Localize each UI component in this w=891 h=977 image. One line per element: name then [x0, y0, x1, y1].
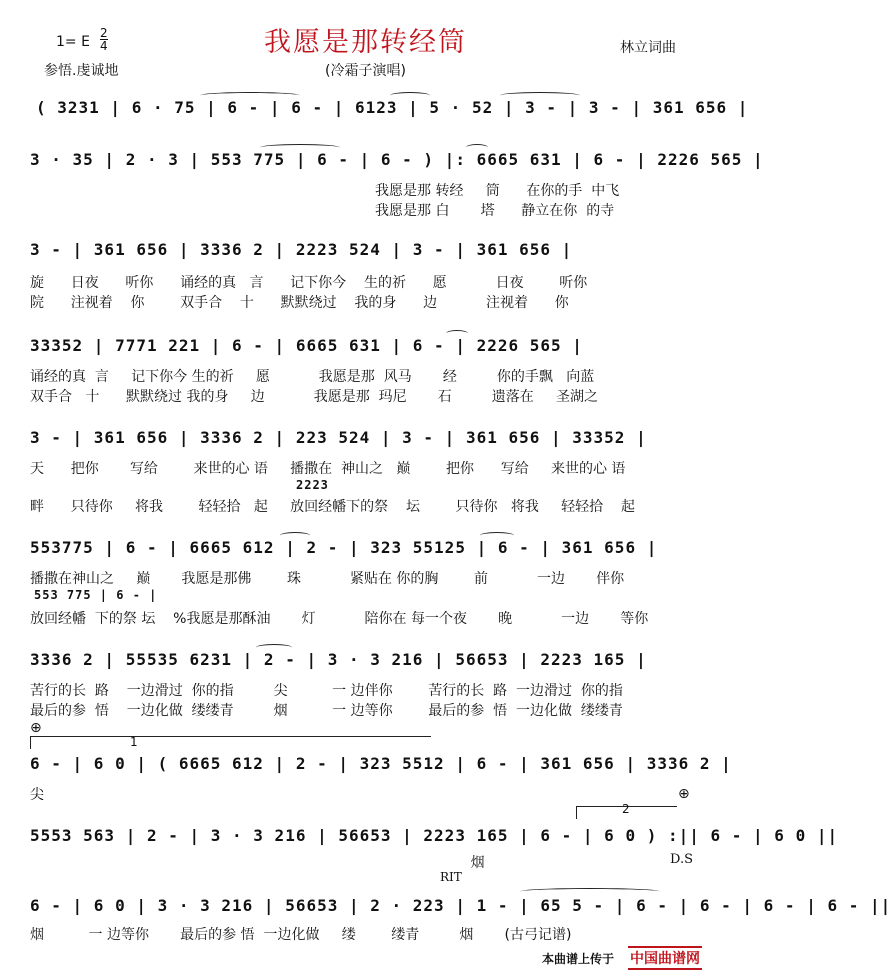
slur	[200, 92, 300, 99]
time-signature	[100, 27, 108, 52]
page-title: 我愿是那转经筒	[264, 27, 467, 58]
time-top: 2	[100, 26, 108, 40]
performer: (冷霜子演唱)	[325, 63, 406, 79]
coda-sign-icon: ⊕	[30, 720, 42, 736]
alt-notes: 2223	[296, 478, 329, 492]
score-row-2: 3 · 35 | 2 · 3 | 553 775 | 6 - | 6 - ) |: 6665 631 | 6 - | 2226 565 |	[30, 150, 764, 169]
ritardando-mark: RIT	[440, 870, 462, 884]
score-row-9: 5553 563 | 2 - | 3 · 3 216 | 56653 | 2223 165 | 6 - | 6 0 ) :|| 6 - | 6 0 ||	[30, 826, 839, 845]
lyric-row-2-verse-1: 我愿是那 转经 筒 在你的手 中飞	[375, 183, 620, 199]
footer-upload-text: 本曲谱上传于	[542, 952, 615, 966]
lyric-row-7-verse-1: 苦行的长 路 一边滑过 你的指 尖 一 边伴你 苦行的长 路 一边滑过 你的指	[30, 683, 623, 699]
slur	[446, 330, 468, 337]
slur	[520, 888, 660, 895]
lyric-row-5-verse-1: 天 把你 写给 来世的心 语 播撒在 神山之 巅 把你 写给 来世的心 语	[30, 461, 626, 477]
volta-number: 2	[622, 802, 630, 816]
lyric-row-10: 烟 一 边等你 最后的参 悟 一边化做 缕 缕青 烟 (古弓记谱)	[30, 927, 572, 943]
score-row-1: ( 3231 | 6 · 75 | 6 - | 6 - | 6123 | 5 · 52 | 3 - | 3 - | 361 656 |	[36, 98, 749, 117]
slur	[260, 144, 340, 151]
lyric-row-3-verse-2: 院 注视着 你 双手合 十 默默绕过 我的身 边 注视着 你	[30, 295, 569, 311]
lyric-row-6-verse-2: 放回经幡 下的祭 坛 %我愿是那酥油 灯 陪你在 每一个夜 晚 一边 等你	[30, 611, 649, 627]
lyric-row-3-verse-1: 旋 日夜 听你 诵经的真 言 记下你今 生的祈 愿 日夜 听你	[30, 275, 588, 291]
slur	[500, 92, 580, 99]
slur	[280, 532, 310, 539]
dal-segno-mark: D.S	[670, 852, 693, 867]
coda-sign-icon: ⊕	[678, 786, 690, 802]
lyric-row-6-verse-1: 播撒在神山之 巅 我愿是那佛 珠 紧贴在 你的胸 前 一边 伴你	[30, 571, 625, 587]
volta-number: 1	[130, 735, 138, 749]
slur	[256, 644, 292, 651]
lyric-row-8: 尖	[30, 787, 44, 803]
lyric-row-2-verse-2: 我愿是那 白 塔 静立在你 的寺	[375, 203, 615, 219]
slur	[466, 144, 488, 151]
slur	[480, 532, 514, 539]
score-row-4: 33352 | 7771 221 | 6 - | 6665 631 | 6 - | 2226 565 |	[30, 336, 583, 355]
score-row-6: 553775 | 6 - | 6665 612 | 2 - | 323 55125 | 6 - | 361 656 |	[30, 538, 658, 557]
lyric-row-7-verse-2: 最后的参 悟 一边化做 缕缕青 烟 一 边等你 最后的参 悟 一边化做 缕缕青	[30, 703, 623, 719]
lyric-row-5-verse-2: 畔 只待你 将我 轻轻拾 起 放回经幡下的祭 坛 只待你 将我 轻轻拾 起	[30, 499, 635, 515]
score-row-3: 3 - | 361 656 | 3336 2 | 2223 524 | 3 - | 361 656 |	[30, 240, 573, 259]
composer: 林立词曲	[620, 40, 676, 56]
lyric-row-4-verse-2: 双手合 十 默默绕过 我的身 边 我愿是那 玛尼 石 遗落在 圣湖之	[30, 389, 599, 405]
score-row-10: 6 - | 6 0 | 3 · 3 216 | 56653 | 2 · 223 | 1 - | 65 5 - | 6 - | 6 - | 6 - | 6 - ||	[30, 896, 891, 915]
alt-notes: 553 775 | 6 - |	[34, 588, 158, 602]
slur	[390, 92, 430, 99]
score-row-8: 6 - | 6 0 | ( 6665 612 | 2 - | 323 5512 | 6 - | 361 656 | 3336 2 |	[30, 754, 732, 773]
key-signature: 1= E	[56, 34, 90, 50]
time-bottom: 4	[100, 39, 108, 53]
lyric-row-4-verse-1: 诵经的真 言 记下你今 生的祈 愿 我愿是那 风马 经 你的手飘 向蓝	[30, 369, 595, 385]
tempo-mark: 参悟.虔诚地	[44, 63, 119, 79]
score-row-5: 3 - | 361 656 | 3336 2 | 223 524 | 3 - | 361 656 | 33352 |	[30, 428, 647, 447]
volta-bracket	[30, 736, 431, 749]
lyric-row-9: 烟	[30, 855, 485, 871]
site-logo[interactable]: 中国曲谱网	[628, 946, 702, 970]
score-row-7: 3336 2 | 55535 6231 | 2 - | 3 · 3 216 | 56653 | 2223 165 |	[30, 650, 647, 669]
